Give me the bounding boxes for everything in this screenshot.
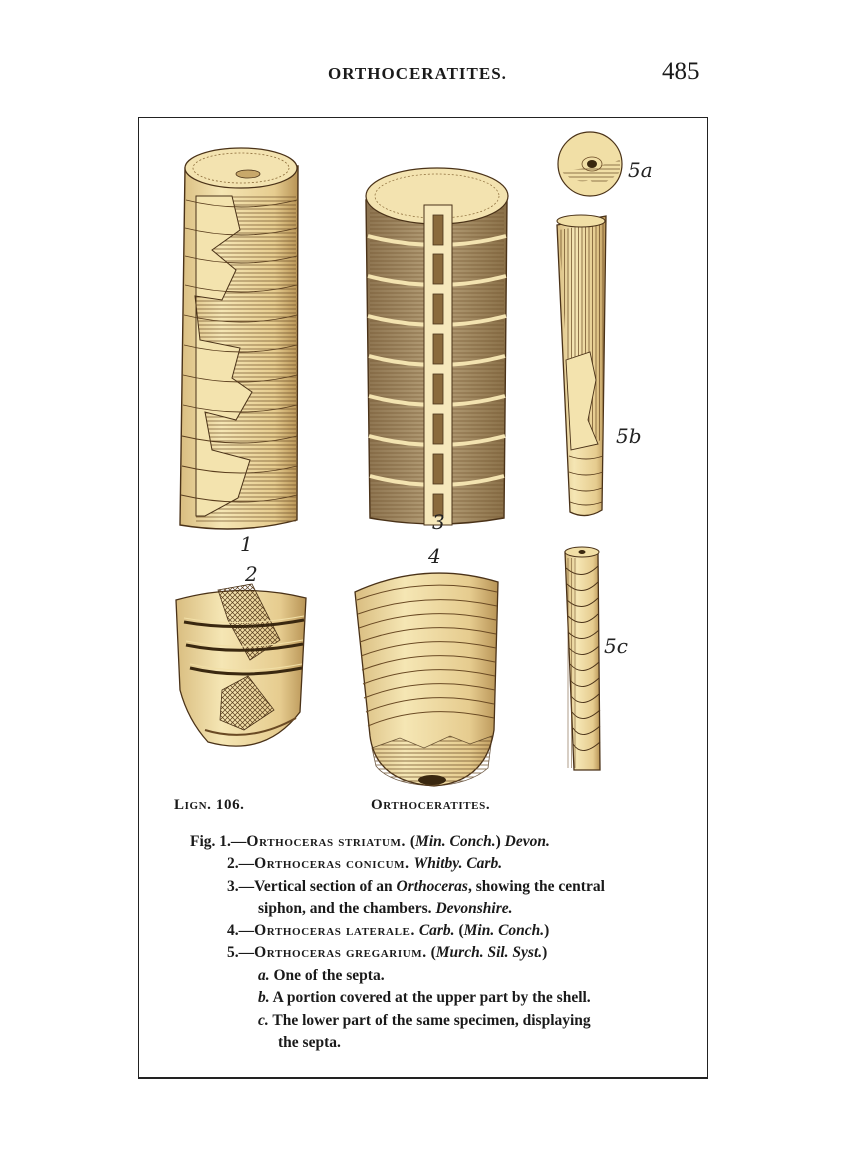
figure-label-1: 1	[240, 532, 253, 556]
figure-label-4: 4	[428, 544, 441, 568]
figure-label-5a: 5a	[628, 158, 653, 182]
running-head: ORTHOCERATITES.	[328, 64, 507, 83]
caption-italic: Min. Conch.	[463, 922, 545, 939]
species-name: Orthoceras conicum.	[254, 855, 410, 872]
figure-label-5c: 5c	[604, 634, 628, 658]
caption-italic: Min. Conch.	[415, 833, 496, 850]
caption-text: A portion covered at the upper part by the shell.	[269, 989, 591, 1006]
caption-italic: Orthoceras	[396, 878, 468, 895]
plate-title: Orthoceratites.	[371, 797, 491, 813]
caption-text: Vertical section of an	[254, 878, 397, 895]
species-name: Orthoceras striatum.	[246, 833, 406, 850]
figure-3-vertical-section	[366, 168, 508, 525]
caption-letter: c.	[258, 1012, 269, 1029]
caption-prefix: Fig. 1.—	[190, 833, 247, 850]
caption-letter: a.	[258, 967, 270, 984]
caption-text: siphon, and the chambers.	[258, 900, 436, 917]
caption-text: )	[542, 944, 548, 961]
caption-line-2	[227, 853, 502, 875]
caption-line-6	[227, 942, 547, 964]
caption-text: (	[426, 944, 436, 961]
caption-italic: Devon.	[504, 833, 550, 850]
figure-label-5b: 5b	[616, 424, 642, 448]
caption-italic: Devonshire.	[435, 900, 513, 917]
caption-line-5	[227, 920, 549, 942]
page-number: 485	[662, 58, 700, 85]
caption-line-7	[258, 965, 385, 987]
caption-prefix: 2.—	[227, 855, 255, 872]
caption-prefix: 5.—	[227, 944, 255, 961]
caption-italic: Whitby.	[413, 855, 463, 872]
caption-italic: Carb.	[466, 855, 503, 872]
caption-line-10	[278, 1032, 341, 1054]
caption-italic: Carb.	[418, 922, 455, 939]
caption-text: (	[405, 833, 416, 850]
caption-text: The lower part of the same specimen, displaying	[268, 1012, 591, 1029]
figure-5c-septa	[565, 547, 600, 770]
species-name: Orthoceras gregarium.	[254, 944, 427, 961]
caption-letter: b.	[258, 989, 270, 1006]
caption-line-4	[258, 898, 513, 920]
species-name: Orthoceras laterale.	[254, 922, 415, 939]
figure-1-orthoceras-striatum	[180, 148, 298, 529]
caption-italic: Murch. Sil. Syst.	[435, 944, 543, 961]
figure-4-orthoceras-laterale	[355, 573, 498, 786]
figure-5a-septum	[558, 132, 622, 196]
caption-text: (	[454, 922, 464, 939]
caption-prefix: 3.—	[227, 878, 255, 895]
caption-line-8	[258, 987, 591, 1009]
caption-text: One of the septa.	[269, 967, 385, 984]
caption-text: )	[495, 833, 505, 850]
figure-label-3: 3	[432, 510, 445, 534]
caption-text: )	[544, 922, 550, 939]
figure-5b-shell-portion	[557, 215, 606, 516]
figure-2-orthoceras-conicum	[176, 584, 306, 746]
caption-text: the septa.	[278, 1034, 341, 1051]
caption-prefix: 4.—	[227, 922, 255, 939]
caption-line-1	[190, 831, 550, 853]
figure-label-2: 2	[245, 562, 258, 586]
caption-line-3	[227, 876, 605, 898]
caption-text: , showing the central	[467, 878, 605, 895]
caption-line-9	[258, 1010, 591, 1032]
plate-id: Lign. 106.	[174, 797, 245, 813]
